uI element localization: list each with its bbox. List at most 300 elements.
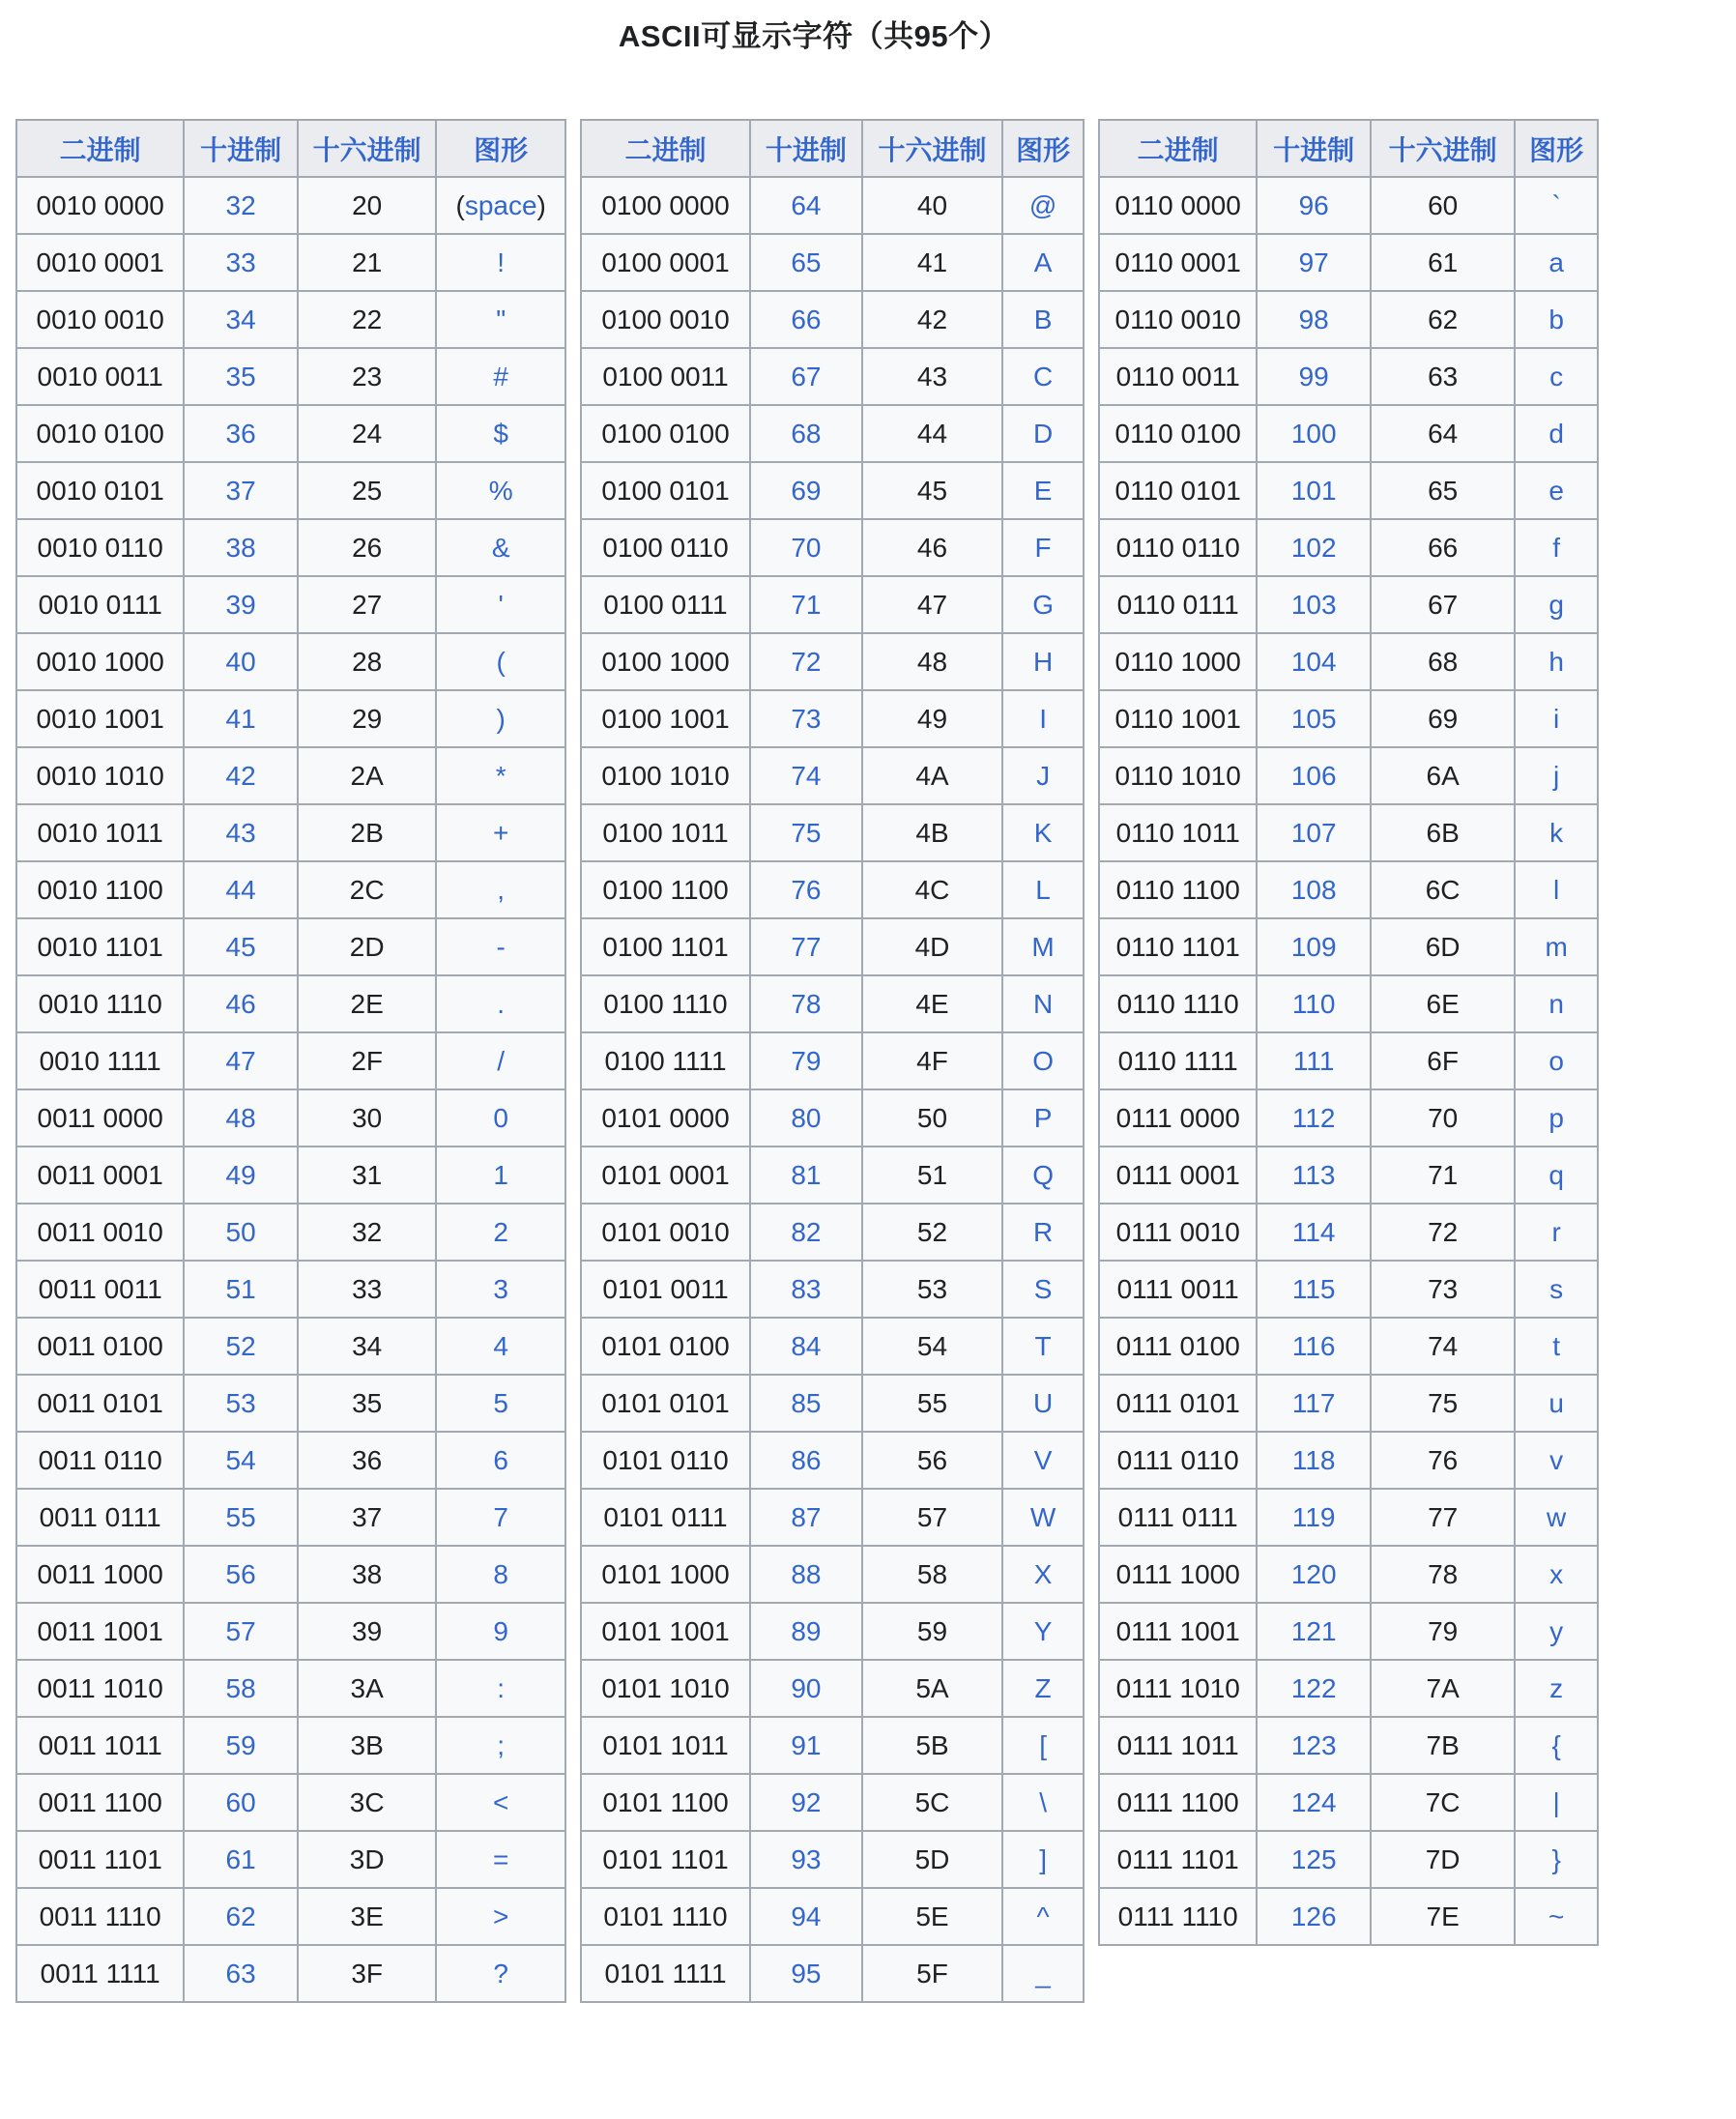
table-row <box>16 1660 565 1717</box>
char-link[interactable]: " <box>496 304 506 334</box>
decimal-link[interactable]: 102 <box>1290 532 1337 563</box>
hex-cell: 52 <box>862 1204 1003 1261</box>
char-cell <box>1515 1603 1598 1660</box>
char-link[interactable]: l <box>1553 874 1560 905</box>
char-cell <box>1515 633 1598 690</box>
decimal-link[interactable]: 109 <box>1290 931 1337 962</box>
char-link[interactable]: . <box>497 988 506 1019</box>
table-row <box>1099 747 1598 804</box>
decimal-link[interactable]: 33 <box>225 247 256 277</box>
decimal-link[interactable]: 69 <box>791 475 822 506</box>
char-cell <box>436 1660 564 1717</box>
decimal-link[interactable]: 72 <box>791 646 822 677</box>
decimal-link[interactable]: 122 <box>1290 1672 1337 1703</box>
table-row <box>1099 1831 1598 1888</box>
char-link[interactable]: : <box>497 1672 506 1703</box>
char-link[interactable]: k <box>1549 817 1564 848</box>
decimal-link[interactable]: 110 <box>1291 988 1336 1019</box>
decimal-cell <box>750 1717 862 1774</box>
char-link[interactable]: 0 <box>493 1102 508 1133</box>
decimal-link[interactable]: 94 <box>791 1901 822 1931</box>
char-link[interactable]: m <box>1545 931 1568 962</box>
char-link[interactable]: + <box>492 817 509 848</box>
char-link[interactable]: 7 <box>493 1501 508 1532</box>
char-cell <box>436 519 564 576</box>
hex-cell: 72 <box>1371 1204 1515 1261</box>
table-row <box>16 576 565 633</box>
binary-cell: 0011 1000 <box>16 1546 184 1603</box>
decimal-link[interactable]: 43 <box>225 817 256 848</box>
char-link[interactable]: ! <box>497 247 506 277</box>
decimal-link[interactable]: 65 <box>791 247 822 277</box>
decimal-cell <box>1257 804 1371 861</box>
decimal-link[interactable]: 77 <box>791 931 822 962</box>
char-link[interactable]: a <box>1548 247 1564 277</box>
decimal-link[interactable]: 111 <box>1292 1045 1335 1076</box>
char-link[interactable]: w <box>1547 1501 1567 1532</box>
char-link[interactable]: s <box>1549 1273 1564 1304</box>
decimal-link[interactable]: 62 <box>225 1901 256 1931</box>
char-link[interactable]: y <box>1549 1615 1564 1646</box>
binary-cell: 0100 0101 <box>581 462 750 519</box>
char-link[interactable]: Y <box>1033 1615 1053 1646</box>
char-link[interactable]: _ <box>1035 1958 1051 1988</box>
char-link[interactable]: * <box>495 760 506 791</box>
decimal-link[interactable]: 36 <box>225 418 256 449</box>
decimal-link[interactable]: 118 <box>1291 1444 1336 1475</box>
char-link[interactable]: e <box>1548 475 1564 506</box>
char-cell <box>1515 519 1598 576</box>
decimal-link[interactable]: 75 <box>791 817 822 848</box>
char-link[interactable]: T <box>1034 1330 1052 1361</box>
char-link[interactable]: V <box>1033 1444 1053 1475</box>
char-link[interactable]: # <box>493 361 508 392</box>
decimal-link[interactable]: 78 <box>791 988 822 1019</box>
char-link[interactable]: ^ <box>1036 1901 1050 1931</box>
table-row <box>581 861 1084 918</box>
table-row <box>16 1032 565 1089</box>
column-header-link[interactable]: 图形 <box>1002 120 1084 177</box>
table-row <box>1099 177 1598 234</box>
binary-cell: 0100 1100 <box>581 861 750 918</box>
hex-cell: 2F <box>298 1032 437 1089</box>
table-row <box>16 861 565 918</box>
hex-cell: 7B <box>1371 1717 1515 1774</box>
char-link[interactable]: i <box>1553 703 1560 734</box>
decimal-link[interactable]: 126 <box>1290 1901 1337 1931</box>
char-link[interactable]: 3 <box>493 1273 508 1304</box>
decimal-link[interactable]: 47 <box>225 1045 256 1076</box>
char-link[interactable]: j <box>1553 760 1560 791</box>
char-cell <box>1002 1603 1084 1660</box>
char-link[interactable]: ` <box>1551 189 1561 220</box>
column-header-link[interactable]: 图形 <box>1515 120 1598 177</box>
decimal-link[interactable]: 53 <box>225 1387 256 1418</box>
column-header-link[interactable]: 二进制 <box>581 120 750 177</box>
char-link[interactable]: X <box>1033 1558 1053 1589</box>
decimal-link[interactable]: 63 <box>225 1958 256 1988</box>
binary-cell: 0111 0011 <box>1099 1261 1258 1318</box>
decimal-link[interactable]: 103 <box>1290 589 1337 620</box>
decimal-link[interactable]: 97 <box>1298 247 1329 277</box>
decimal-cell <box>750 234 862 291</box>
binary-cell: 0101 1100 <box>581 1774 750 1831</box>
char-link[interactable]: D <box>1032 418 1054 449</box>
char-link[interactable]: 9 <box>493 1615 508 1646</box>
decimal-link[interactable]: 112 <box>1291 1102 1336 1133</box>
char-link[interactable]: u <box>1548 1387 1564 1418</box>
decimal-cell <box>750 177 862 234</box>
binary-cell: 0101 1010 <box>581 1660 750 1717</box>
decimal-link[interactable]: 55 <box>225 1501 256 1532</box>
decimal-link[interactable]: 101 <box>1290 475 1337 506</box>
decimal-link[interactable]: 120 <box>1290 1558 1337 1589</box>
decimal-link[interactable]: 124 <box>1290 1786 1337 1817</box>
decimal-link[interactable]: 89 <box>791 1615 822 1646</box>
char-link[interactable]: 2 <box>493 1216 508 1247</box>
char-cell <box>436 1204 564 1261</box>
column-header-link[interactable]: 图形 <box>436 120 564 177</box>
char-link[interactable]: O <box>1032 1045 1054 1076</box>
decimal-link[interactable]: 106 <box>1290 760 1337 791</box>
hex-cell: 6B <box>1371 804 1515 861</box>
char-link[interactable]: % <box>488 475 513 506</box>
binary-cell: 0010 1001 <box>16 690 184 747</box>
hex-cell: 45 <box>862 462 1003 519</box>
decimal-link[interactable]: 58 <box>225 1672 256 1703</box>
char-link[interactable]: K <box>1033 817 1053 848</box>
decimal-link[interactable]: 39 <box>225 589 256 620</box>
decimal-link[interactable]: 84 <box>791 1330 822 1361</box>
decimal-link[interactable]: 41 <box>225 703 256 734</box>
decimal-link[interactable]: 104 <box>1290 646 1337 677</box>
decimal-link[interactable]: 48 <box>225 1102 256 1133</box>
char-link[interactable]: ( <box>496 646 506 677</box>
decimal-cell <box>750 291 862 348</box>
char-link[interactable]: F <box>1034 532 1052 563</box>
decimal-cell <box>750 1945 862 2002</box>
char-link[interactable]: J <box>1036 760 1051 791</box>
table-row <box>581 405 1084 462</box>
decimal-cell <box>184 1318 298 1375</box>
decimal-cell <box>1257 1774 1371 1831</box>
char-link[interactable]: | <box>1552 1786 1560 1817</box>
char-cell <box>436 633 564 690</box>
decimal-link[interactable]: 93 <box>791 1843 822 1874</box>
decimal-link[interactable]: 57 <box>225 1615 256 1646</box>
decimal-link[interactable]: 90 <box>791 1672 822 1703</box>
char-link[interactable]: n <box>1548 988 1564 1019</box>
decimal-link[interactable]: 79 <box>791 1045 822 1076</box>
decimal-link[interactable]: 56 <box>225 1558 256 1589</box>
char-link[interactable]: S <box>1033 1273 1053 1304</box>
char-cell <box>436 1375 564 1432</box>
decimal-link[interactable]: 116 <box>1291 1330 1336 1361</box>
decimal-link[interactable]: 60 <box>225 1786 256 1817</box>
decimal-link[interactable]: 88 <box>791 1558 822 1589</box>
char-link[interactable]: M <box>1031 931 1055 962</box>
binary-cell: 0100 1011 <box>581 804 750 861</box>
char-link[interactable]: d <box>1548 418 1564 449</box>
decimal-cell <box>1257 1717 1371 1774</box>
decimal-link[interactable]: 64 <box>791 189 822 220</box>
decimal-link[interactable]: 105 <box>1290 703 1337 734</box>
column-header-link[interactable]: 十六进制 <box>862 120 1003 177</box>
char-link[interactable]: \ <box>1039 1786 1047 1817</box>
hex-cell: 59 <box>862 1603 1003 1660</box>
char-link[interactable]: @ <box>1028 189 1057 220</box>
table-row <box>581 1546 1084 1603</box>
char-cell <box>436 1717 564 1774</box>
char-link[interactable]: ? <box>493 1958 508 1988</box>
hex-cell: 21 <box>298 234 437 291</box>
decimal-cell <box>184 1032 298 1089</box>
binary-cell: 0010 1010 <box>16 747 184 804</box>
decimal-link[interactable]: 121 <box>1290 1615 1337 1646</box>
decimal-cell <box>750 1546 862 1603</box>
decimal-link[interactable]: 114 <box>1291 1216 1336 1247</box>
char-link[interactable]: o <box>1548 1045 1564 1076</box>
decimal-link[interactable]: 68 <box>791 418 822 449</box>
char-link[interactable]: g <box>1548 589 1564 620</box>
char-link[interactable]: c <box>1549 361 1564 392</box>
hex-cell: 24 <box>298 405 437 462</box>
char-link[interactable]: h <box>1548 646 1564 677</box>
decimal-link[interactable]: 107 <box>1290 817 1337 848</box>
decimal-cell <box>750 975 862 1032</box>
decimal-link[interactable]: 85 <box>791 1387 822 1418</box>
decimal-cell <box>1257 1546 1371 1603</box>
char-link[interactable]: z <box>1549 1672 1564 1703</box>
decimal-link[interactable]: 34 <box>225 304 256 334</box>
char-link[interactable]: Z <box>1034 1672 1052 1703</box>
char-link[interactable]: } <box>1551 1843 1561 1874</box>
char-link[interactable]: = <box>492 1843 509 1874</box>
decimal-link[interactable]: 80 <box>791 1102 822 1133</box>
decimal-link[interactable]: 37 <box>225 475 256 506</box>
char-link[interactable]: 4 <box>493 1330 508 1361</box>
hex-cell: 47 <box>862 576 1003 633</box>
table-row <box>581 975 1084 1032</box>
decimal-link[interactable]: 82 <box>791 1216 822 1247</box>
char-link[interactable]: $ <box>493 418 508 449</box>
decimal-cell <box>184 1375 298 1432</box>
char-cell <box>1002 177 1084 234</box>
table-row <box>581 633 1084 690</box>
decimal-link[interactable]: 71 <box>791 589 822 620</box>
decimal-link[interactable]: 96 <box>1298 189 1329 220</box>
hex-cell: 74 <box>1371 1318 1515 1375</box>
decimal-link[interactable]: 32 <box>225 189 256 220</box>
char-link[interactable]: L <box>1035 874 1051 905</box>
decimal-link[interactable]: 38 <box>225 532 256 563</box>
table-row <box>16 1717 565 1774</box>
decimal-link[interactable]: 49 <box>225 1159 256 1190</box>
char-link[interactable]: { <box>1551 1729 1561 1760</box>
char-link[interactable]: 1 <box>493 1159 508 1190</box>
char-cell <box>1515 1032 1598 1089</box>
decimal-link[interactable]: 123 <box>1290 1729 1337 1760</box>
decimal-link[interactable]: 61 <box>225 1843 256 1874</box>
decimal-link[interactable]: 125 <box>1290 1843 1337 1874</box>
decimal-link[interactable]: 115 <box>1291 1273 1336 1304</box>
char-link[interactable]: < <box>492 1786 509 1817</box>
decimal-link[interactable]: 44 <box>225 874 256 905</box>
char-link[interactable]: Q <box>1032 1159 1054 1190</box>
binary-cell: 0111 0010 <box>1099 1204 1258 1261</box>
char-link[interactable]: ' <box>498 589 504 620</box>
char-link[interactable]: f <box>1552 532 1561 563</box>
char-cell <box>1515 690 1598 747</box>
table-row <box>1099 1774 1598 1831</box>
table-row <box>16 1603 565 1660</box>
hex-cell: 5B <box>862 1717 1003 1774</box>
char-link[interactable]: I <box>1039 703 1047 734</box>
decimal-cell <box>184 1774 298 1831</box>
char-link[interactable]: x <box>1549 1558 1564 1589</box>
hex-cell: 54 <box>862 1318 1003 1375</box>
binary-cell: 0010 0001 <box>16 234 184 291</box>
char-cell <box>436 1318 564 1375</box>
char-cell <box>1515 804 1598 861</box>
char-link[interactable]: t <box>1552 1330 1561 1361</box>
binary-cell: 0100 1010 <box>581 747 750 804</box>
char-cell <box>1002 1204 1084 1261</box>
decimal-link[interactable]: 108 <box>1290 874 1337 905</box>
char-link[interactable]: ; <box>497 1729 506 1760</box>
decimal-link[interactable]: 81 <box>791 1159 822 1190</box>
binary-cell: 0010 1000 <box>16 633 184 690</box>
hex-cell: 3C <box>298 1774 437 1831</box>
decimal-cell <box>1257 1432 1371 1489</box>
column-header-link[interactable]: 十六进制 <box>1371 120 1515 177</box>
decimal-link[interactable]: 45 <box>225 931 256 962</box>
decimal-link[interactable]: 99 <box>1298 361 1329 392</box>
decimal-link[interactable]: 117 <box>1291 1387 1336 1418</box>
char-link[interactable]: H <box>1032 646 1054 677</box>
decimal-link[interactable]: 86 <box>791 1444 822 1475</box>
char-link[interactable]: E <box>1033 475 1053 506</box>
decimal-link[interactable]: 70 <box>791 532 822 563</box>
decimal-link[interactable]: 83 <box>791 1273 822 1304</box>
char-link[interactable]: 6 <box>493 1444 508 1475</box>
hex-cell: 26 <box>298 519 437 576</box>
char-link[interactable]: G <box>1032 589 1054 620</box>
table-row <box>581 1032 1084 1089</box>
char-cell <box>436 462 564 519</box>
char-link[interactable]: ~ <box>1548 1901 1565 1931</box>
char-link[interactable]: , <box>497 874 506 905</box>
table-row <box>16 1489 565 1546</box>
column-header-link[interactable]: 二进制 <box>1099 120 1258 177</box>
char-link[interactable]: N <box>1032 988 1054 1019</box>
table-row <box>16 1318 565 1375</box>
char-link[interactable]: P <box>1033 1102 1053 1133</box>
char-link[interactable]: q <box>1548 1159 1564 1190</box>
column-header-link[interactable]: 二进制 <box>16 120 184 177</box>
decimal-link[interactable]: 92 <box>791 1786 822 1817</box>
decimal-link[interactable]: 66 <box>791 304 822 334</box>
decimal-link[interactable]: 100 <box>1290 418 1337 449</box>
decimal-cell <box>1257 1489 1371 1546</box>
char-link[interactable]: - <box>496 931 506 962</box>
decimal-cell <box>1257 861 1371 918</box>
column-header-link[interactable]: 十进制 <box>750 120 862 177</box>
hex-cell: 42 <box>862 291 1003 348</box>
decimal-link[interactable]: 91 <box>791 1729 822 1760</box>
char-cell <box>1002 1546 1084 1603</box>
char-cell <box>1515 291 1598 348</box>
decimal-link[interactable]: 95 <box>791 1958 822 1988</box>
table-row <box>16 1261 565 1318</box>
decimal-link[interactable]: 87 <box>791 1501 822 1532</box>
char-link[interactable]: space <box>464 189 537 220</box>
char-link[interactable]: v <box>1549 1444 1564 1475</box>
char-link[interactable]: ) <box>496 703 506 734</box>
decimal-link[interactable]: 59 <box>225 1729 256 1760</box>
decimal-link[interactable]: 54 <box>225 1444 256 1475</box>
binary-cell: 0100 0110 <box>581 519 750 576</box>
char-link[interactable]: A <box>1033 247 1053 277</box>
decimal-link[interactable]: 51 <box>225 1273 256 1304</box>
char-link[interactable]: > <box>492 1901 509 1931</box>
decimal-link[interactable]: 113 <box>1291 1159 1336 1190</box>
decimal-link[interactable]: 67 <box>791 361 822 392</box>
char-link[interactable]: r <box>1551 1216 1561 1247</box>
decimal-link[interactable]: 35 <box>225 361 256 392</box>
column-header-link[interactable]: 十六进制 <box>298 120 437 177</box>
char-link[interactable]: 8 <box>493 1558 508 1589</box>
decimal-link[interactable]: 42 <box>225 760 256 791</box>
binary-cell: 0100 1001 <box>581 690 750 747</box>
decimal-link[interactable]: 76 <box>791 874 822 905</box>
char-link[interactable]: b <box>1548 304 1564 334</box>
column-header-link[interactable]: 十进制 <box>1257 120 1371 177</box>
char-link[interactable]: U <box>1032 1387 1054 1418</box>
char-link[interactable]: / <box>497 1045 506 1076</box>
table-row <box>1099 1603 1598 1660</box>
decimal-link[interactable]: 119 <box>1291 1501 1336 1532</box>
char-link[interactable]: W <box>1029 1501 1056 1532</box>
decimal-link[interactable]: 74 <box>791 760 822 791</box>
decimal-cell <box>184 177 298 234</box>
char-cell <box>1002 975 1084 1032</box>
decimal-link[interactable]: 40 <box>225 646 256 677</box>
decimal-link[interactable]: 50 <box>225 1216 256 1247</box>
char-link[interactable]: [ <box>1039 1729 1047 1760</box>
char-link[interactable]: R <box>1032 1216 1054 1247</box>
char-link[interactable]: p <box>1548 1102 1564 1133</box>
decimal-link[interactable]: 52 <box>225 1330 256 1361</box>
decimal-link[interactable]: 46 <box>225 988 256 1019</box>
binary-cell: 0111 0001 <box>1099 1147 1258 1204</box>
decimal-cell <box>1257 519 1371 576</box>
char-link[interactable]: C <box>1032 361 1054 392</box>
char-link[interactable]: 5 <box>493 1387 508 1418</box>
column-header-link[interactable]: 十进制 <box>184 120 298 177</box>
decimal-link[interactable]: 98 <box>1298 304 1329 334</box>
char-link[interactable]: ] <box>1039 1843 1047 1874</box>
char-link[interactable]: B <box>1033 304 1053 334</box>
char-cell <box>436 1147 564 1204</box>
char-link[interactable]: & <box>491 532 510 563</box>
table-row <box>581 747 1084 804</box>
table-row <box>581 1432 1084 1489</box>
decimal-cell <box>184 1660 298 1717</box>
binary-cell: 0101 0011 <box>581 1261 750 1318</box>
decimal-link[interactable]: 73 <box>791 703 822 734</box>
char-cell <box>436 861 564 918</box>
